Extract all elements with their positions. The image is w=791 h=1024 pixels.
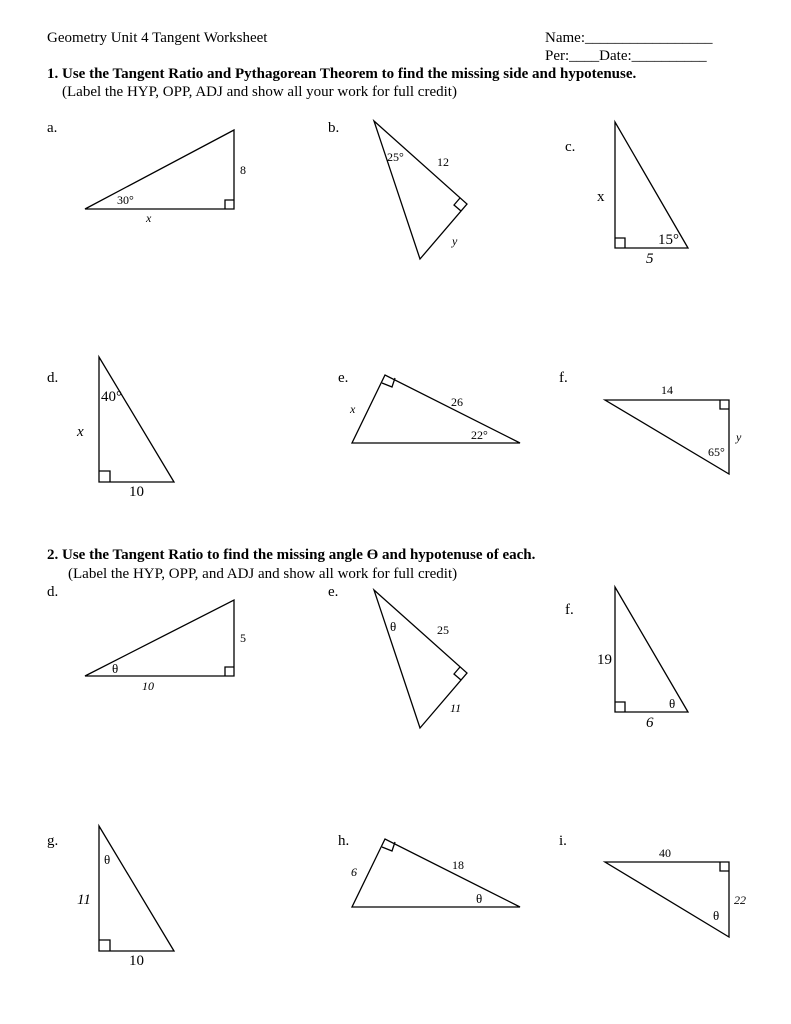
angle-label-1f: 65° [708, 445, 725, 459]
side-label-1d-opposite: 10 [129, 484, 144, 500]
right-angle-mark-2f [615, 702, 625, 712]
triangle-1e [352, 375, 520, 443]
problem-label-2f: f. [565, 602, 574, 618]
problem-label-2i: i. [559, 833, 567, 849]
side-label-1b-hypotenuse: 12 [437, 155, 449, 169]
side-label-1d-adjacent: x [77, 424, 84, 440]
right-angle-mark-1b [454, 198, 461, 211]
side-label-2d-adjacent: 10 [142, 679, 154, 693]
triangle-2h [352, 839, 520, 907]
right-angle-mark-1c [615, 238, 625, 248]
angle-label-1c: 15° [658, 232, 679, 248]
problem-label-1d: d. [47, 370, 59, 386]
section2-heading: 2. Use the Tangent Ratio to find the missing angle Ɵ and hypotenuse of each. [47, 547, 536, 563]
side-label-2e-hypotenuse: 25 [437, 623, 449, 637]
right-angle-mark-2d [225, 667, 234, 676]
side-label-1f-opposite: 14 [661, 383, 673, 397]
angle-label-2i: θ [713, 908, 720, 923]
right-angle-mark-2i [720, 862, 729, 871]
section2-instruction: (Label the HYP, OPP, and ADJ and show all work for full credit) [68, 566, 458, 582]
side-label-2d-opposite: 5 [240, 631, 246, 645]
triangle-1c [615, 122, 688, 248]
triangle-1f [605, 400, 729, 474]
problem-label-2h: h. [338, 833, 350, 849]
right-angle-mark-1f [720, 400, 729, 409]
triangle-2d [85, 600, 234, 676]
side-label-1a-adjacent: x [146, 211, 152, 225]
problem-label-1a: a. [47, 120, 58, 136]
side-label-1b-leg: y [452, 234, 458, 248]
triangle-1a [85, 130, 234, 209]
name-field-label: Name:_________________ [545, 30, 713, 46]
side-label-2g-opposite: 10 [129, 953, 144, 969]
side-label-2g-adjacent: 11 [77, 892, 91, 908]
triangle-2f [615, 587, 688, 712]
angle-label-1a: 30° [117, 193, 134, 207]
angle-label-1d: 40° [101, 389, 122, 405]
period-date-field-label: Per:____Date:__________ [545, 48, 707, 64]
angle-label-2g: θ [104, 852, 111, 867]
problem-label-2d: d. [47, 584, 59, 600]
triangle-1d [99, 357, 174, 482]
angle-label-1b: 25° [387, 150, 404, 164]
problem-label-2g: g. [47, 833, 59, 849]
triangle-2i [605, 862, 729, 937]
angle-label-1e: 22° [471, 428, 488, 442]
problem-label-2e: e. [328, 584, 339, 600]
side-label-2e-leg: 11 [450, 701, 462, 715]
side-label-2i-adjacent: 22 [734, 893, 746, 907]
side-label-2f-opposite: 19 [597, 652, 612, 668]
right-angle-mark-1a [225, 200, 234, 209]
section1-heading: 1. Use the Tangent Ratio and Pythagorean Theorem to find the missing side and hypotenuse. [47, 66, 637, 82]
section1-instruction: (Label the HYP, OPP, ADJ and show all your work for full credit) [62, 84, 457, 100]
problem-label-1f: f. [559, 370, 568, 386]
side-label-2f-adjacent: 6 [646, 715, 654, 731]
problem-label-1c: c. [565, 139, 576, 155]
triangle-2g [99, 826, 174, 951]
side-label-1a-opposite: 8 [240, 163, 246, 177]
right-angle-mark-2e [454, 667, 461, 680]
side-label-1c-adjacent: 5 [646, 251, 654, 267]
problem-label-1b: b. [328, 120, 340, 136]
side-label-1f-adjacent: y [736, 430, 742, 444]
angle-label-2d: θ [112, 661, 119, 676]
side-label-2h-leg: 6 [351, 865, 357, 879]
side-label-2h-hypotenuse: 18 [452, 858, 464, 872]
right-angle-mark-2g [99, 940, 110, 951]
worksheet-title: Geometry Unit 4 Tangent Worksheet [47, 30, 268, 46]
side-label-1e-leg: x [350, 402, 356, 416]
right-angle-mark-1d [99, 471, 110, 482]
angle-label-2f: θ [669, 696, 676, 711]
side-label-2i-opposite: 40 [659, 846, 671, 860]
side-label-1e-hypotenuse: 26 [451, 395, 463, 409]
problem-label-1e: e. [338, 370, 349, 386]
angle-label-2h: θ [476, 891, 483, 906]
angle-label-2e: θ [390, 619, 397, 634]
side-label-1c-opposite: x [597, 189, 605, 205]
